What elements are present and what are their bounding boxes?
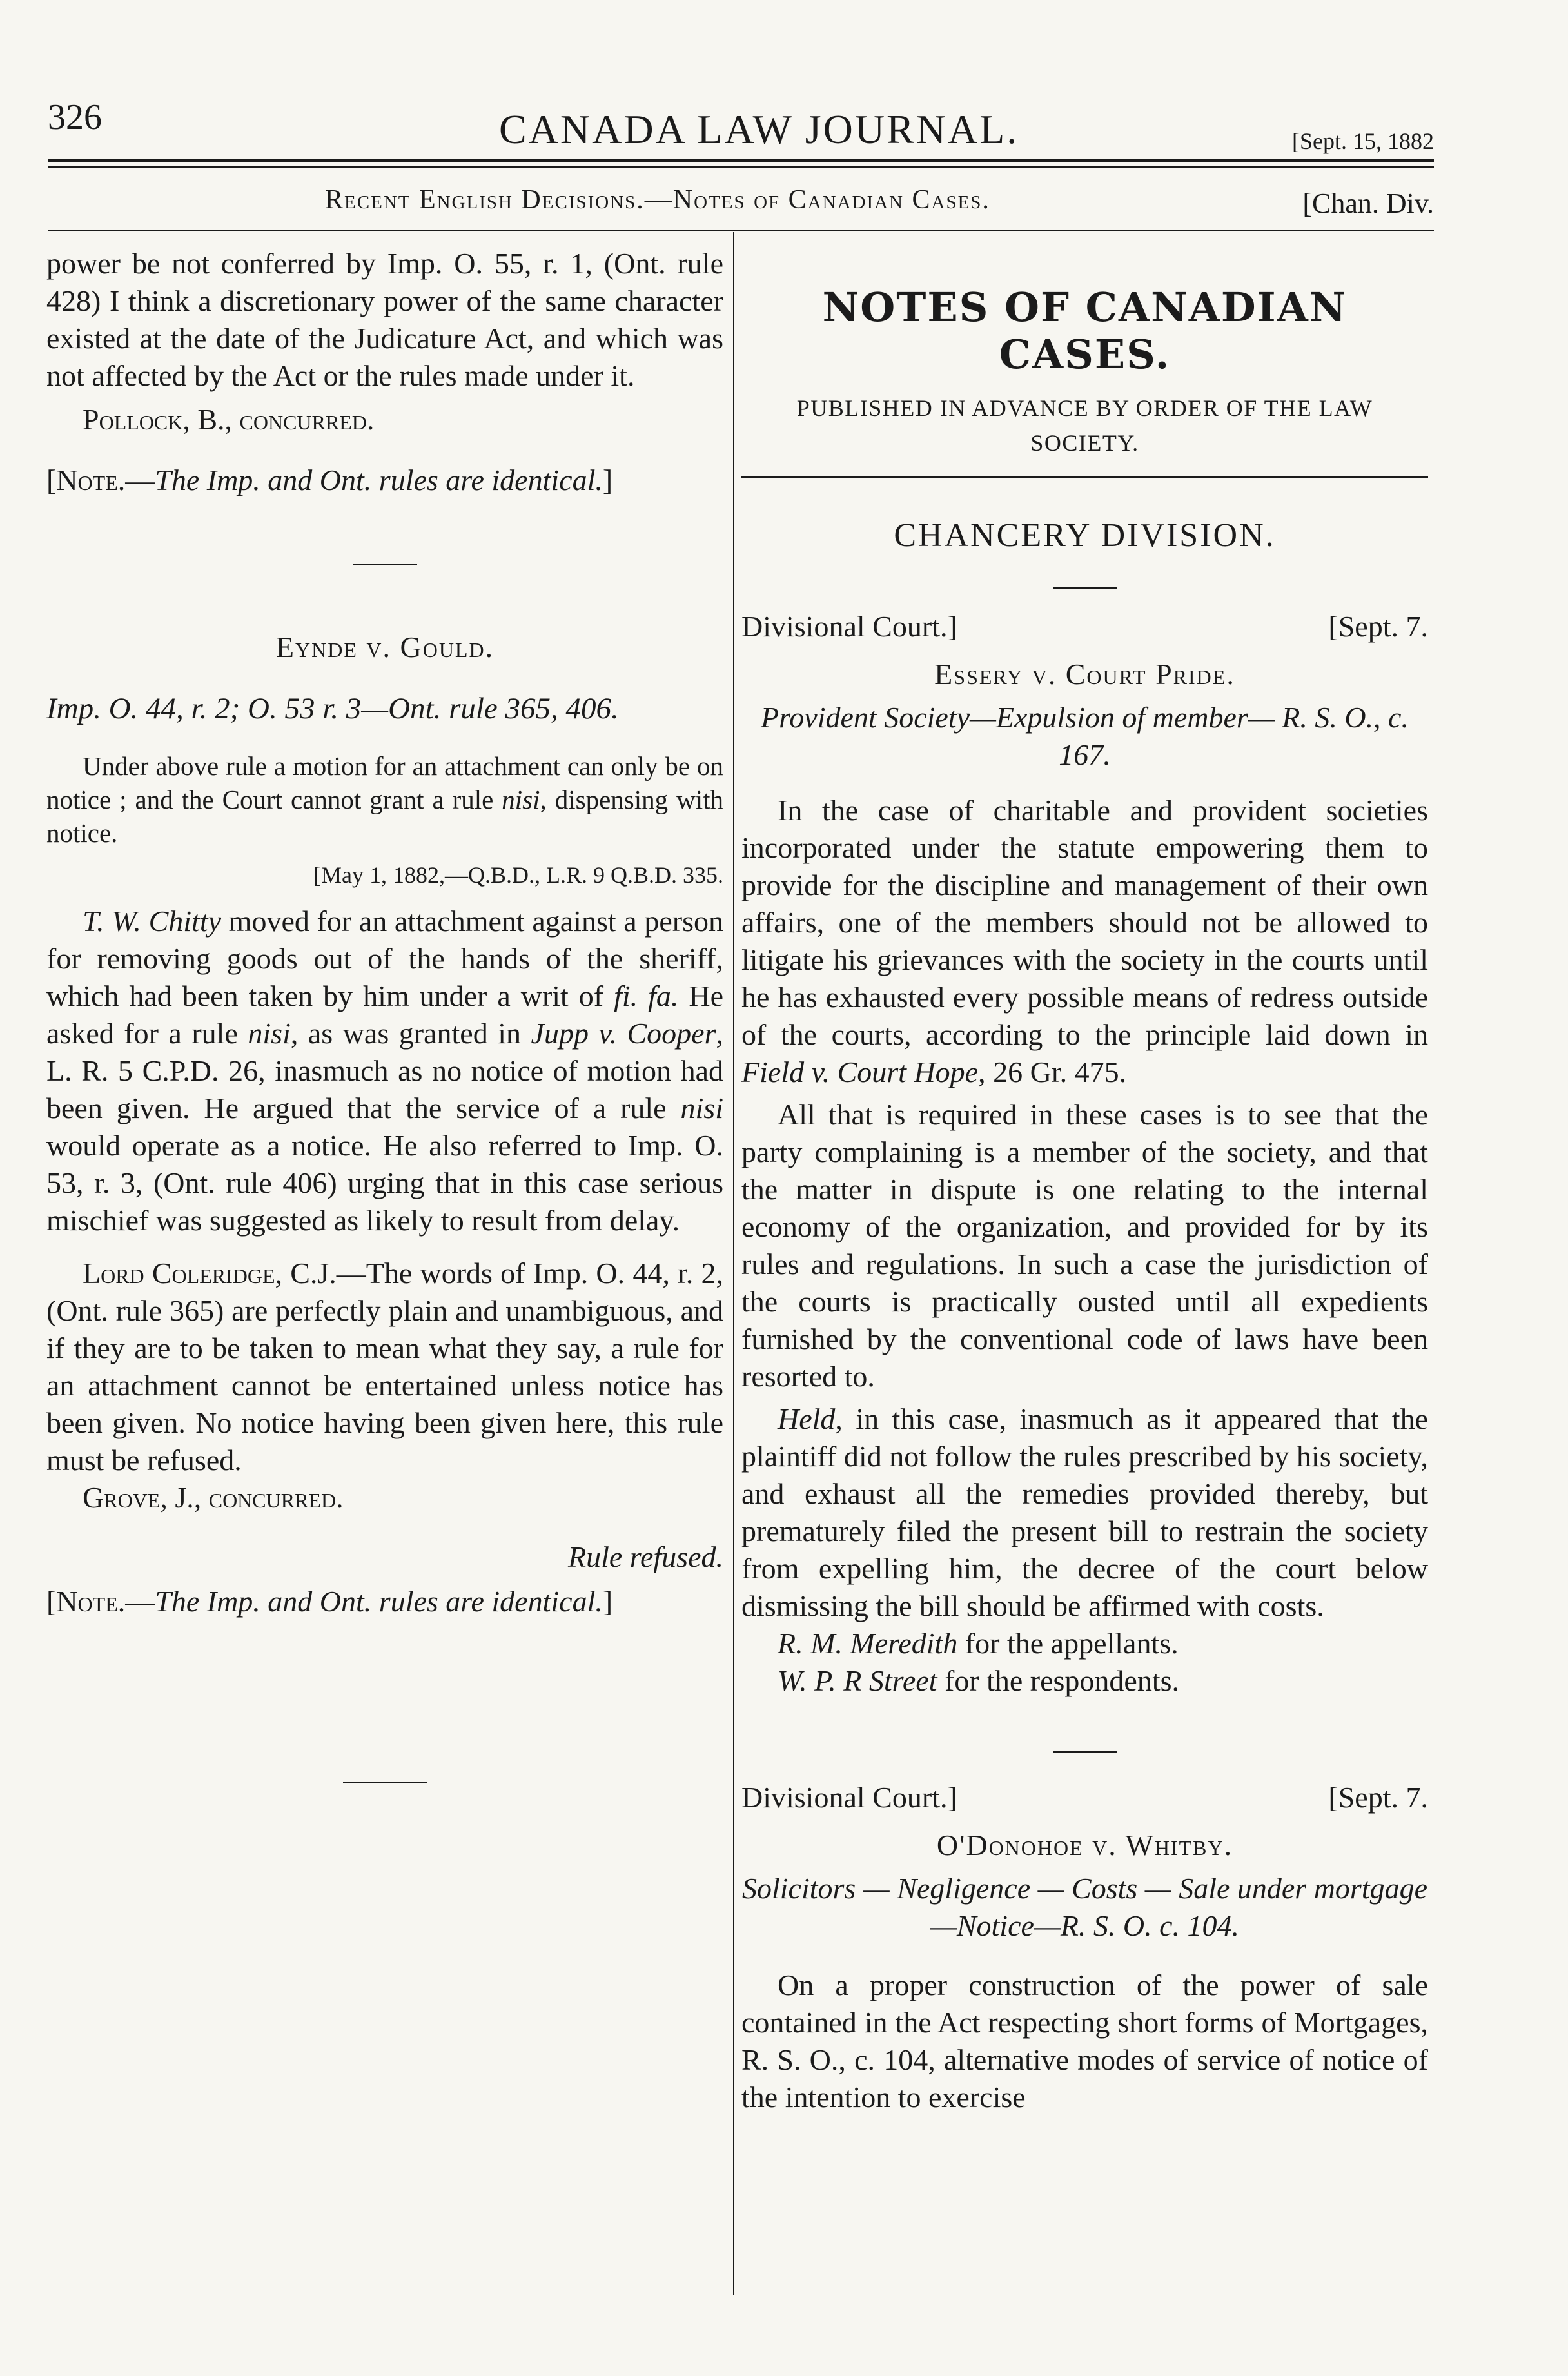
page-number: 326 — [48, 97, 102, 137]
concurrence: Grove, J., concurred. — [83, 1481, 344, 1514]
notes-headline: NOTES OF CANADIAN CASES. — [822, 284, 1348, 378]
column-divider — [733, 232, 734, 2295]
header-rule-thin — [48, 166, 1434, 168]
counsel-line: R. M. Meredith for the appellants. — [778, 1627, 1179, 1660]
section-rule — [48, 230, 1434, 231]
holding: Held, in this case, inasmuch as it appeared that the plaintiff did not follow the rules prescribed by his society, and exhaust all the remedies provided thereby, but prematurely filed the present bill to restrain the society from expelling him, the decree of the court below dismissing the bill should be affirmed with costs. — [741, 1402, 1428, 1622]
case-title: O'Donohoe v. Whitby. — [936, 1829, 1233, 1861]
section-head — [48, 179, 1434, 224]
paragraph: All that is required in these cases is to see that the party complaining is a member of the society, and that the matter in dispute is one relating to the internal economy of the organization, and provided for by its rules and regulations. In such a case the jurisdiction of the courts is practically ousted until all expedients furnished by the conventional code of laws have been resorted to. — [741, 1098, 1428, 1393]
paragraph: T. W. Chitty moved for an attachment against a person for removing goods out of the hands of the sheriff, which had been taken by him under a writ of fi. fa. He asked for a rule nisi, as was granted in Jupp v. Cooper, L. R. 5 C.P.D. 26, inasmuch as no notice of motion had been given. He argued that the service of a rule nisi would operate as a notice. He also referred to Imp. O. 53, r. 3, (Ont. rule 406) urging that in this case serious mischief was suggested as likely to result from delay. — [46, 905, 723, 1237]
division-title: CHANCERY DIVISION. — [894, 517, 1276, 554]
division-tag: [Chan. Div. — [1302, 188, 1434, 219]
issue-date: [Sept. 15, 1882 — [1292, 128, 1434, 154]
case-subject: Provident Society—Expulsion of member— R. S. O., c. 167. — [761, 701, 1409, 771]
separator-dash — [1053, 587, 1117, 589]
case-title: Eynde v. Gould. — [275, 631, 495, 663]
disposition: Rule refused. — [567, 1540, 723, 1573]
left-column — [46, 245, 723, 1783]
separator-dash — [353, 564, 417, 565]
section-title: Recent English Decisions.—Notes of Canadian Cases. — [325, 185, 990, 215]
header-rule-thick — [48, 159, 1434, 162]
case-title: Essery v. Court Pride. — [934, 658, 1235, 691]
counsel-line: W. P. R Street for the respondents. — [778, 1664, 1180, 1697]
published-notice: PUBLISHED IN ADVANCE BY ORDER OF THE LAW SOCIETY. — [796, 395, 1373, 456]
paragraph: On a proper construction of the power of sale contained in the Act respecting short forms of Mortgages, R. S. O., c. 104, alternative modes of service of notice of the intention to exercise — [741, 1969, 1428, 2114]
court-line: Divisional Court.] [Sept. 7. — [741, 1781, 1428, 1814]
concurrence: Pollock, B., concurred. — [83, 403, 375, 436]
rule-citation: Imp. O. 44, r. 2; O. 53 r. 3—Ont. rule 365, 406. — [46, 692, 619, 725]
paragraph: power be not conferred by Imp. O. 55, r. 1, (Ont. rule 428) I think a discretionary power of the same character existed at the date of the Judicature Act, and which was not affected by the Act or the rules made under it. — [46, 247, 723, 392]
right-column — [741, 245, 1428, 2116]
note: [Note.—The Imp. and Ont. rules are identical.] — [46, 464, 613, 496]
court-line: Divisional Court.] [Sept. 7. — [741, 610, 1428, 643]
headnote: Under above rule a motion for an attachment can only be on notice ; and the Court cannot grant a rule nisi, dispensing with notice. — [46, 751, 723, 848]
end-dash — [343, 1782, 427, 1783]
separator-dash — [1053, 1751, 1117, 1753]
notice-rule — [741, 476, 1428, 478]
judgment: Lord Coleridge, C.J.—The words of Imp. O. 44, r. 2, (Ont. rule 365) are perfectly plain and unambiguous, and if they are to be taken to mean what they say, a rule for an attachment cannot be entertained unless notice has been given. No notice having been given here, this rule must be refused. — [46, 1257, 723, 1477]
case-subject: Solicitors — Negligence — Costs — Sale under mortgage—Notice—R. S. O. c. 104. — [741, 1872, 1428, 1942]
running-head — [48, 97, 1434, 155]
note: [Note.—The Imp. and Ont. rules are identical.] — [46, 1585, 613, 1618]
report-citation: [May 1, 1882,—Q.B.D., L.R. 9 Q.B.D. 335. — [313, 862, 723, 888]
paragraph: In the case of charitable and provident societies incorporated under the statute empowering them to provide for the discipline and management of their own affairs, one of the members should not be allowed to litigate his grievances with the society in the courts until he has exhausted every possible means of redress outside of the courts, according to the principle laid down in Field v. Court Hope, 26 Gr. 475. — [741, 794, 1428, 1088]
journal-title: CANADA LAW JOURNAL. — [499, 106, 1019, 152]
